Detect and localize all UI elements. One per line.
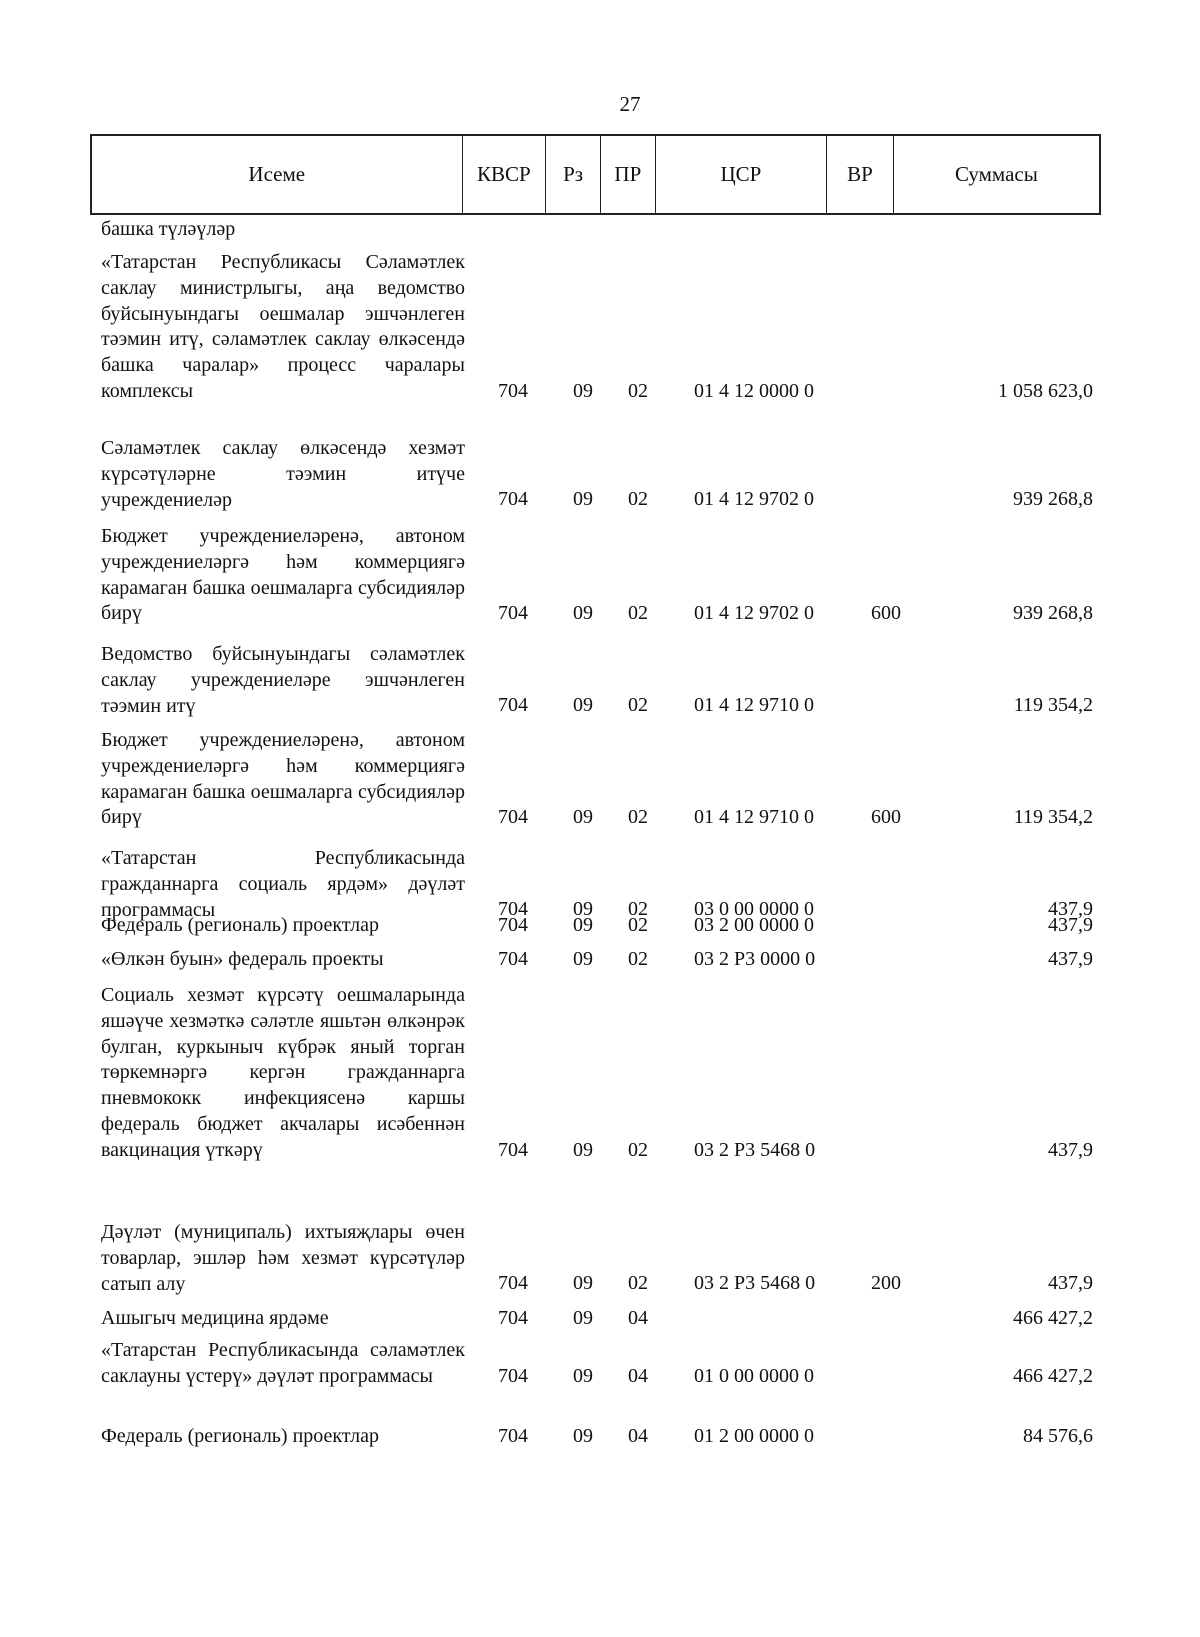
row-kvsr: 704 (498, 806, 528, 829)
row-csr: 01 4 12 9710 0 (694, 806, 814, 829)
row-csr: 01 4 12 0000 0 (694, 380, 814, 403)
row-pr: 04 (628, 1365, 648, 1388)
header-vr: ВР (827, 136, 894, 213)
row-rz: 09 (573, 380, 593, 403)
header-sum: Суммасы (954, 162, 1038, 186)
row-sum: 1 058 623,0 (998, 380, 1093, 403)
row-kvsr: 704 (498, 1425, 528, 1448)
row-name: Дәүләт (муниципаль) ихтыяҗлары өчен товарлар, эшләр һәм хезмәт күрсәтүләр сатып алу (101, 1221, 465, 1295)
row-pr: 04 (628, 1307, 648, 1330)
row-sum: 466 427,2 (1013, 1307, 1093, 1330)
row-csr: 01 0 00 0000 0 (694, 1365, 814, 1388)
row-sum: 84 576,6 (1023, 1425, 1093, 1448)
row-rz: 09 (573, 914, 593, 937)
row-kvsr: 704 (498, 1365, 528, 1388)
row-name: «Татарстан Республикасында сәламәтлек саклауны үстерү» дәүләт программасы (101, 1339, 465, 1387)
row-pr: 02 (628, 914, 648, 937)
row-csr: 01 4 12 9710 0 (694, 694, 814, 717)
row-sum: 939 268,8 (1013, 488, 1093, 511)
header-kvsr: КВСР (463, 136, 547, 213)
row-kvsr: 704 (498, 694, 528, 717)
row-pr: 02 (628, 806, 648, 829)
row-rz: 09 (573, 488, 593, 511)
row-pr: 02 (628, 380, 648, 403)
row-name: «Татарстан Республикасында гражданнарга социаль ярдәм» дәүләт программасы (101, 847, 465, 921)
row-pr: 02 (628, 602, 648, 625)
row-csr: 01 4 12 9702 0 (694, 602, 814, 625)
header-name: Исеме (92, 136, 463, 213)
row-rz: 09 (573, 1307, 593, 1330)
row-pr: 02 (628, 1272, 648, 1295)
row-name: Федераль (региональ) проектлар (101, 1425, 379, 1447)
row-rz: 09 (573, 948, 593, 971)
row-kvsr: 704 (498, 380, 528, 403)
page-number: 27 (619, 92, 641, 116)
row-rz: 09 (573, 1365, 593, 1388)
row-kvsr: 704 (498, 1307, 528, 1330)
header-rz: Рз (546, 136, 601, 213)
row-sum: 119 354,2 (1013, 694, 1093, 717)
row-name: Социаль хезмәт күрсәтү оешмаларында яшәүче хезмәткә сәләтле яшьтән өлкәнрәк булган, куркыныч күбрәк яный торган төркемнәргә кергән гражданнарга пневмококк инфекциясенә каршы федераль бюджет акчалары исәбеннән вакцинация үткәрү (101, 984, 465, 1161)
row-sum: 466 427,2 (1013, 1365, 1093, 1388)
row-kvsr: 704 (498, 948, 528, 971)
header-csr: ЦСР (656, 136, 827, 213)
row-pr: 02 (628, 488, 648, 511)
row-csr: 03 2 Р3 5468 0 (694, 1139, 816, 1162)
row-kvsr: 704 (498, 602, 528, 625)
row-kvsr: 704 (498, 898, 528, 921)
row-vr: 600 (871, 602, 901, 625)
row-sum: 437,9 (1048, 948, 1093, 971)
row-vr: 200 (871, 1272, 901, 1295)
row-name: Ведомство буйсынуындагы сәламәтлек саклау учреждениеләре эшчәнлеген тәэмин итү (101, 643, 465, 717)
row-pr: 02 (628, 1139, 648, 1162)
row-sum: 437,9 (1048, 914, 1093, 937)
row-kvsr: 704 (498, 1139, 528, 1162)
row-sum: 939 268,8 (1013, 602, 1093, 625)
row-csr: 01 4 12 9702 0 (694, 488, 814, 511)
row-csr: 03 2 Р3 0000 0 (694, 948, 816, 971)
row-kvsr: 704 (498, 1272, 528, 1295)
row-sum: 119 354,2 (1013, 806, 1093, 829)
row-sum: 437,9 (1048, 1272, 1093, 1295)
row-name: «Татарстан Республикасы Сәламәтлек саклау министрлыгы, аңа ведомство буйсынуындагы оешмалар эшчәнлеген тәэмин итү, сәламәтлек саклау өлкәсендә башка чаралар» процесс чаралары комплексы (101, 251, 465, 402)
row-name: Сәламәтлек саклау өлкәсендә хезмәт күрсәтүләрне тәэмин итүче учреждениеләр (101, 437, 465, 511)
row-name: Бюджет учреждениеләренә, автоном учреждениеләргә һәм коммерциягә карамаган башка оешмаларга субсидияләр бирү (101, 525, 465, 625)
row-pr: 02 (628, 948, 648, 971)
row-name: башка түләүләр (101, 218, 236, 240)
row-rz: 09 (573, 898, 593, 921)
header-pr: ПР (601, 136, 656, 213)
row-kvsr: 704 (498, 488, 528, 511)
row-sum: 437,9 (1048, 898, 1093, 921)
row-pr: 02 (628, 898, 648, 921)
row-csr: 01 2 00 0000 0 (694, 1425, 814, 1448)
row-pr: 02 (628, 694, 648, 717)
row-vr: 600 (871, 806, 901, 829)
row-sum: 437,9 (1048, 1139, 1093, 1162)
row-kvsr: 704 (498, 914, 528, 937)
row-name: «Өлкән буын» федераль проекты (101, 948, 384, 970)
row-rz: 09 (573, 1425, 593, 1448)
row-pr: 04 (628, 1425, 648, 1448)
row-rz: 09 (573, 806, 593, 829)
row-rz: 09 (573, 602, 593, 625)
row-rz: 09 (573, 694, 593, 717)
table-header (90, 134, 1101, 215)
row-name: Ашыгыч медицина ярдәме (101, 1307, 329, 1329)
row-rz: 09 (573, 1272, 593, 1295)
row-name: Федераль (региональ) проектлар (101, 914, 379, 936)
row-csr: 03 2 Р3 5468 0 (694, 1272, 816, 1295)
row-name: Бюджет учреждениеләренә, автоном учреждениеләргә һәм коммерциягә карамаган башка оешмаларга субсидияләр бирү (101, 729, 465, 829)
row-csr: 03 2 00 0000 0 (694, 914, 814, 937)
row-csr: 03 0 00 0000 0 (694, 898, 814, 921)
row-rz: 09 (573, 1139, 593, 1162)
